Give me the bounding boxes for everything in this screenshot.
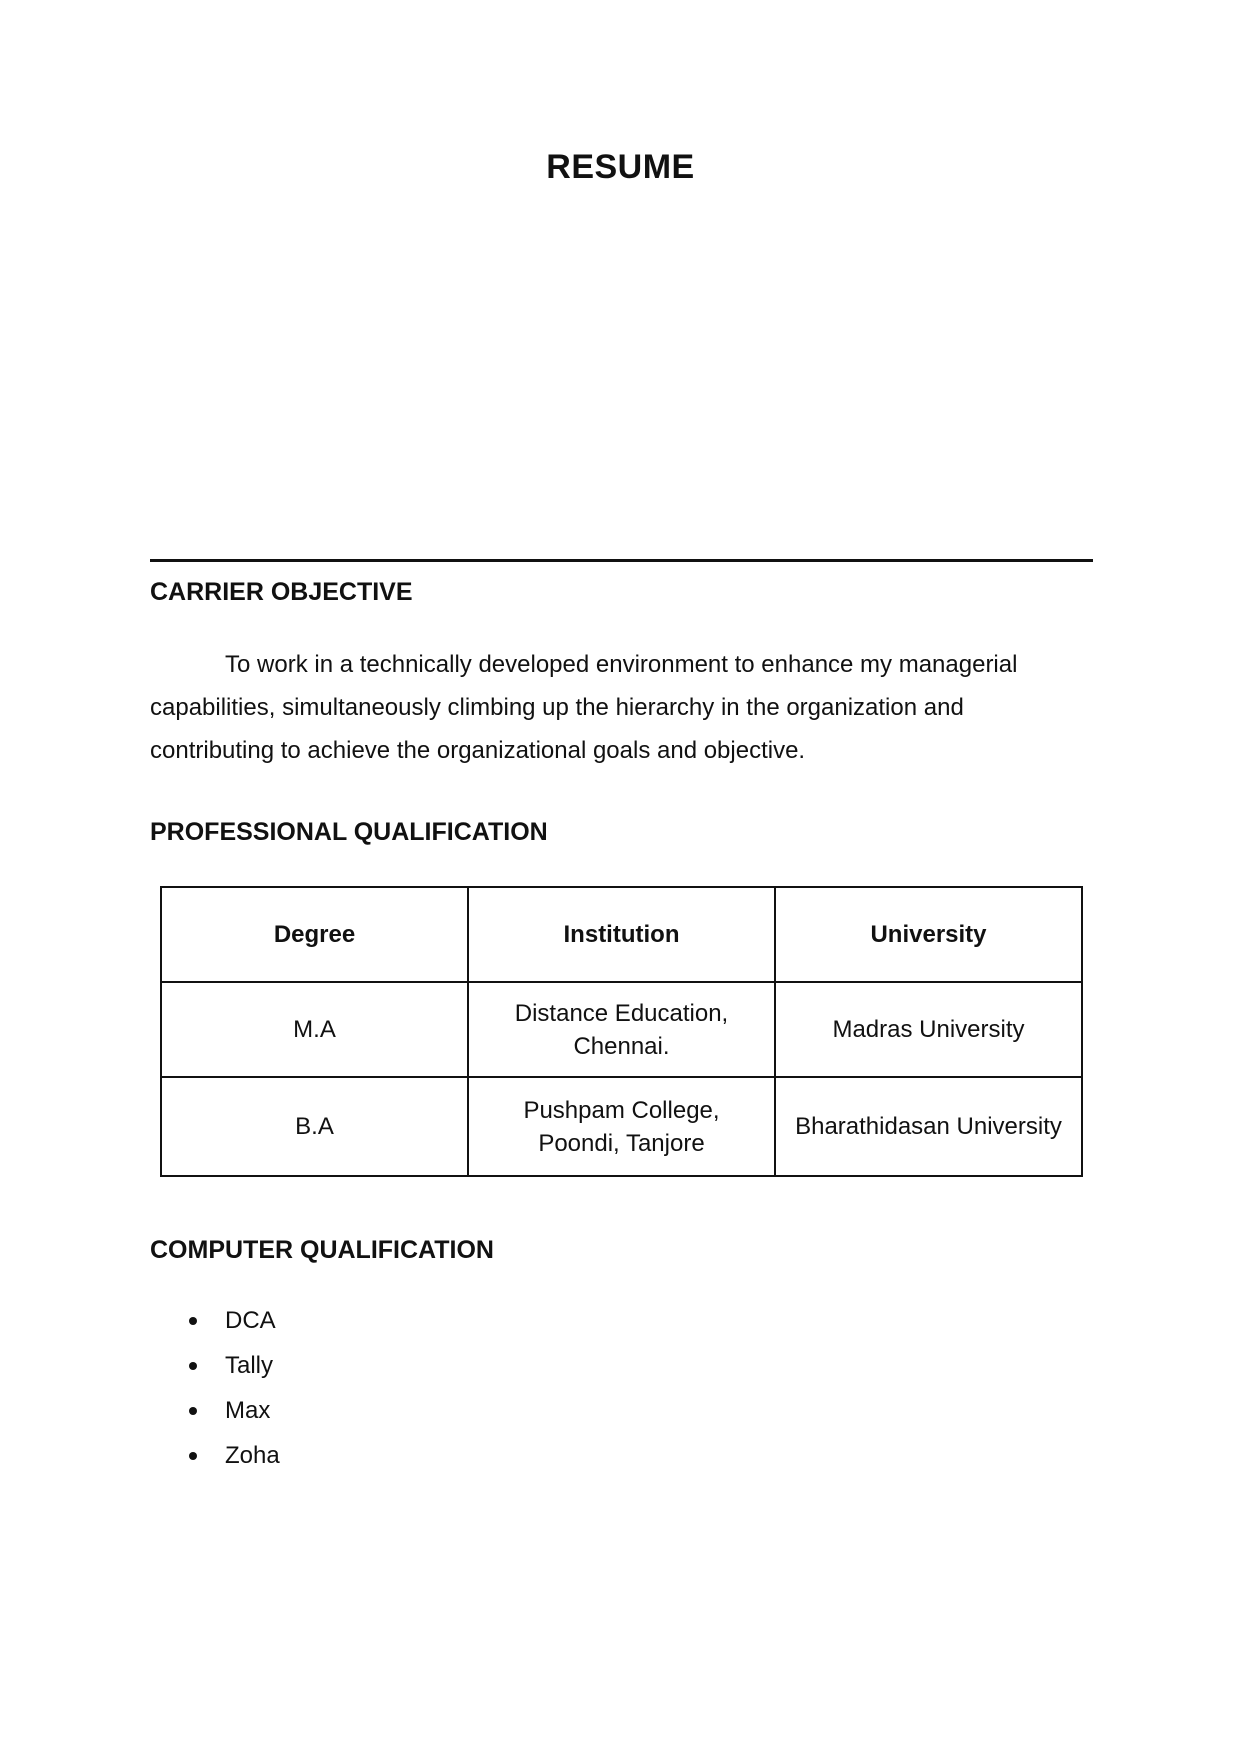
qualification-table bbox=[160, 886, 1083, 1177]
list-item bbox=[185, 1298, 280, 1343]
column-header-degree: Degree bbox=[161, 887, 468, 982]
bullet-icon bbox=[189, 1362, 197, 1370]
list-item-label: Max bbox=[225, 1397, 271, 1424]
list-item bbox=[185, 1388, 280, 1433]
column-header-institution: Institution bbox=[468, 887, 775, 982]
cell-university: Madras University bbox=[775, 982, 1082, 1077]
bullet-icon bbox=[189, 1317, 197, 1325]
objective-heading: CARRIER OBJECTIVE bbox=[150, 578, 413, 606]
list-item-label: Zoha bbox=[225, 1442, 280, 1469]
cell-degree: B.A bbox=[161, 1077, 468, 1176]
computer-skills-list bbox=[185, 1298, 280, 1478]
cell-degree: M.A bbox=[161, 982, 468, 1077]
table-header-row bbox=[161, 887, 1082, 982]
objective-text: To work in a technically developed environment to enhance my managerial capabilities, simultaneously climbing up the hierarchy in the organization and contributing to achieve the organizational goals and objective. bbox=[150, 651, 1018, 764]
header-divider bbox=[150, 559, 1093, 562]
professional-heading: PROFESSIONAL QUALIFICATION bbox=[150, 818, 548, 846]
cell-institution: Distance Education, Chennai. bbox=[468, 982, 775, 1077]
list-item-label: DCA bbox=[225, 1307, 276, 1334]
list-item bbox=[185, 1343, 280, 1388]
page-title: RESUME bbox=[546, 148, 695, 186]
bullet-icon bbox=[189, 1407, 197, 1415]
computer-heading: COMPUTER QUALIFICATION bbox=[150, 1236, 494, 1264]
column-header-university: University bbox=[775, 887, 1082, 982]
list-item-label: Tally bbox=[225, 1352, 274, 1379]
cell-institution: Pushpam College, Poondi, Tanjore bbox=[468, 1077, 775, 1176]
table-row bbox=[161, 1077, 1082, 1176]
bullet-icon bbox=[189, 1452, 197, 1460]
list-item bbox=[185, 1433, 280, 1478]
table-row bbox=[161, 982, 1082, 1077]
cell-university: Bharathidasan University bbox=[775, 1077, 1082, 1176]
